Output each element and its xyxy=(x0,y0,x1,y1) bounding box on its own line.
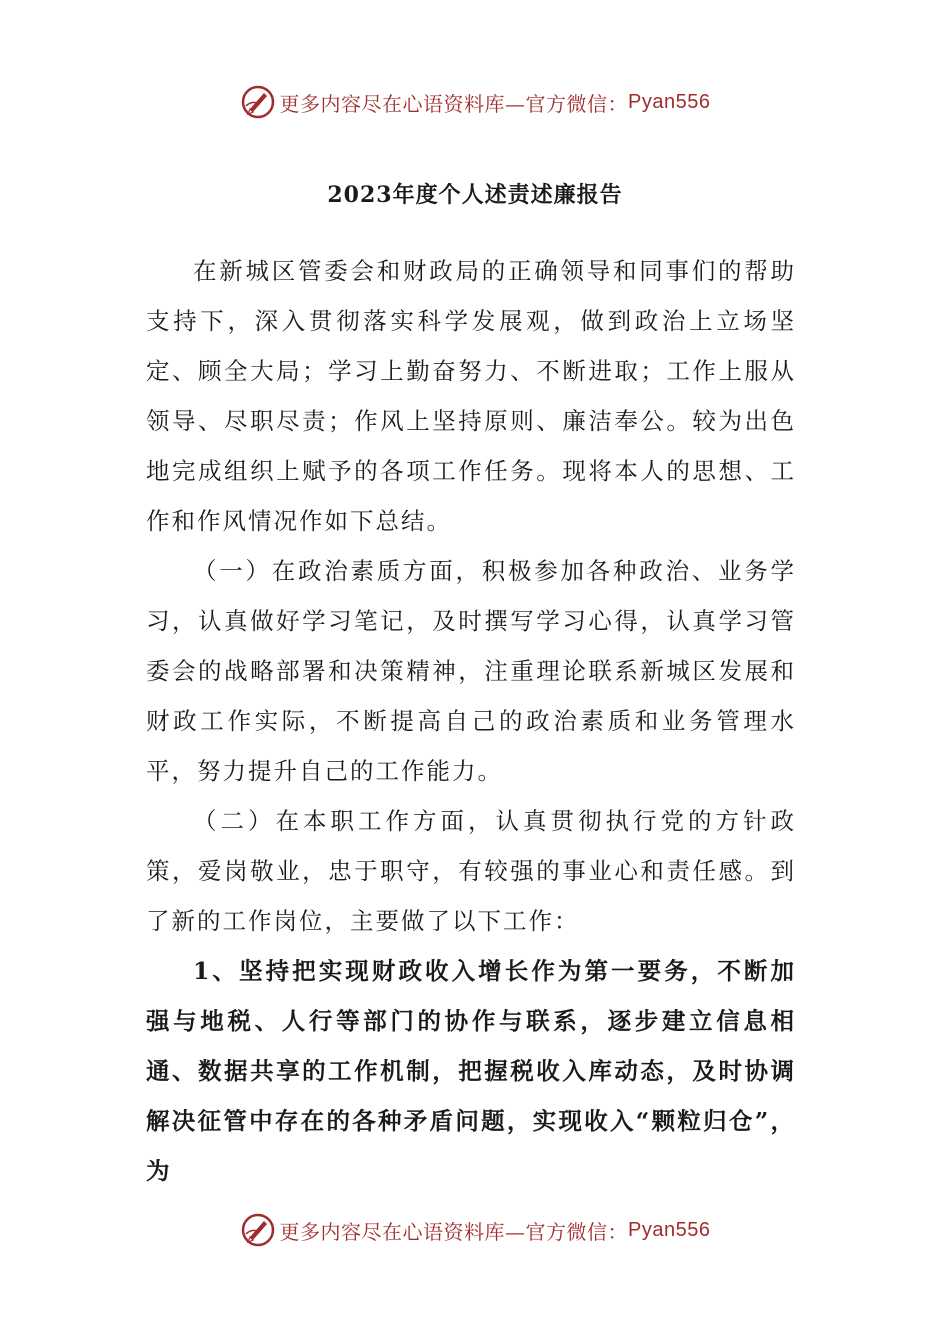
watermark-wechat-id: Pyan556 xyxy=(628,1218,711,1241)
watermark-text: 更多内容尽在心语资料库—官方微信： xyxy=(279,1219,629,1244)
pen-logo-icon xyxy=(240,84,276,120)
watermark-text: 更多内容尽在心语资料库—官方微信： xyxy=(279,91,629,116)
document-body xyxy=(146,246,796,1196)
document-title: 2023年度个人述责述廉报告 xyxy=(327,182,623,208)
paragraph-item-1: 1、坚持把实现财政收入增长作为第一要务，不断加强与地税、人行等部门的协作与联系，逐步建立信息相通、数据共享的工作机制，把握税收入库动态，及时协调解决征管中存在的各种矛盾问题，实现收入“颗粒归仓”，为 xyxy=(146,957,796,1185)
watermark-footer xyxy=(0,1210,950,1250)
watermark-wechat-id: Pyan556 xyxy=(628,90,711,113)
paragraph-work: （二）在本职工作方面，认真贯彻执行党的方针政策，爱岗敬业，忠于职守，有较强的事业心和责任感。到了新的工作岗位，主要做了以下工作： xyxy=(146,807,796,935)
watermark-header xyxy=(0,82,950,122)
pen-logo-icon xyxy=(240,1212,276,1248)
paragraph-political: （一）在政治素质方面，积极参加各种政治、业务学习，认真做好学习笔记，及时撰写学习心得，认真学习管委会的战略部署和决策精神，注重理论联系新城区发展和财政工作实际，不断提高自己的政治素质和业务管理水平，努力提升自己的工作能力。 xyxy=(146,557,796,785)
paragraph-intro: 在新城区管委会和财政局的正确领导和同事们的帮助支持下，深入贯彻落实科学发展观，做到政治上立场坚定、顾全大局；学习上勤奋努力、不断进取；工作上服从领导、尽职尽责；作风上坚持原则、廉洁奉公。较为出色地完成组织上赋予的各项工作任务。现将本人的思想、工作和作风情况作如下总结。 xyxy=(146,257,796,535)
